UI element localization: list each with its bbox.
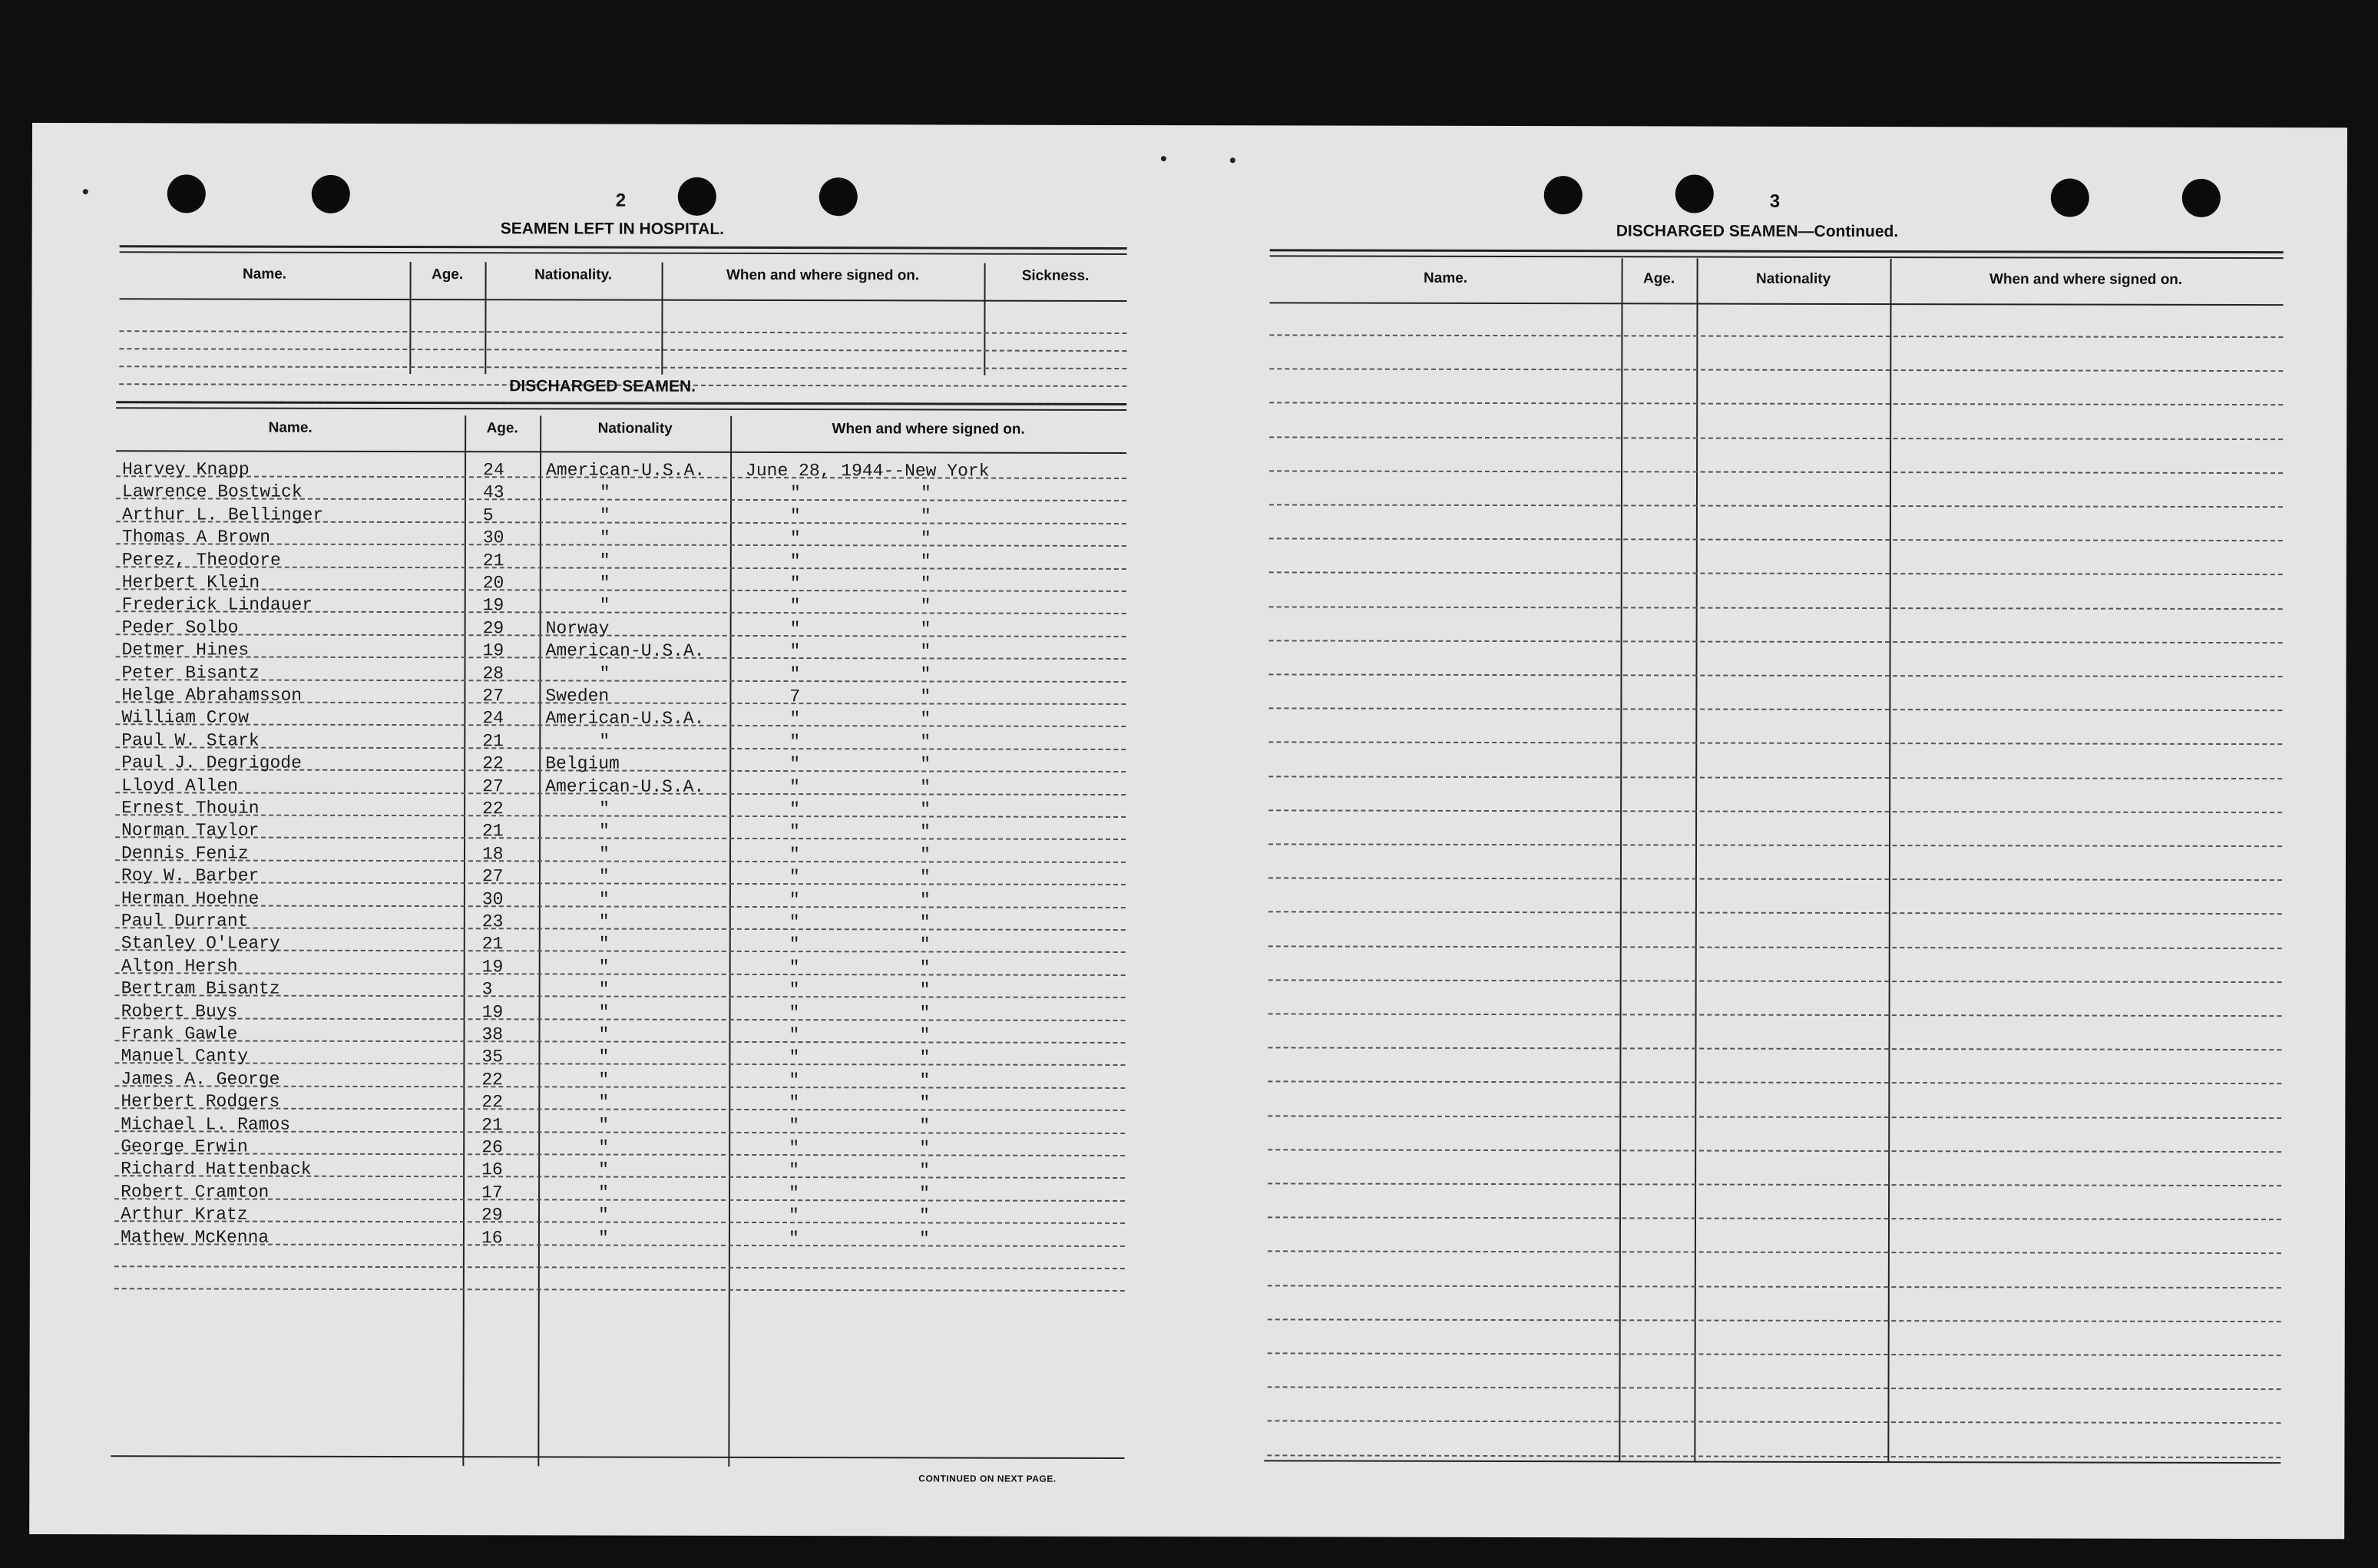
- signed-on-place: ": [918, 1206, 930, 1226]
- seaman-name: Robert Cramton: [121, 1182, 270, 1202]
- punch-hole: [2182, 179, 2221, 217]
- hospital-table: [32, 123, 2347, 127]
- seaman-nationality: ": [597, 1205, 609, 1226]
- ruled-line: [115, 679, 1126, 683]
- column-divider: [1694, 259, 1698, 1461]
- seaman-name: Manuel Canty: [121, 1046, 249, 1067]
- discharged-table: [32, 123, 2347, 127]
- signed-on-place: ": [920, 641, 931, 662]
- seaman-nationality: ": [598, 889, 610, 910]
- seaman-name: Peder Solbo: [121, 617, 239, 638]
- signed-on-place: ": [920, 664, 931, 685]
- ruled-line: [1268, 1115, 2281, 1119]
- ruled-line: [1269, 606, 2283, 610]
- seaman-nationality: ": [598, 1092, 610, 1113]
- ruled-line: [1269, 369, 2283, 372]
- seaman-nationality: ": [598, 1137, 610, 1158]
- column-divider: [462, 415, 466, 1466]
- signed-on-date: ": [789, 1138, 800, 1159]
- ruled-line: [1269, 572, 2283, 576]
- seaman-nationality: ": [598, 911, 610, 932]
- ruled-line: [1268, 1013, 2282, 1017]
- rule: [1270, 249, 2284, 253]
- signed-on-date: June 28, 1944--New York: [746, 460, 990, 481]
- seaman-name: James A. George: [121, 1069, 280, 1090]
- signed-on-place: ": [918, 1229, 930, 1249]
- seaman-name: Dennis Feniz: [121, 843, 249, 864]
- header-underline: [1270, 302, 2284, 306]
- signed-on-place: ": [920, 754, 931, 775]
- continued-note: CONTINUED ON NEXT PAGE.: [918, 1473, 1057, 1484]
- seaman-age: 18: [481, 844, 504, 865]
- seaman-name: Paul Durrant: [121, 911, 249, 931]
- ruled-line: [1268, 673, 2282, 677]
- ruled-line: [1268, 979, 2282, 983]
- signed-on-place: ": [920, 506, 931, 527]
- seaman-age: 22: [481, 1092, 503, 1113]
- seaman-nationality: ": [598, 1002, 610, 1023]
- signed-on-date: 7: [789, 686, 801, 707]
- ruled-line: [1268, 809, 2282, 813]
- hospital-section-title: SEAMEN LEFT IN HOSPITAL.: [500, 220, 725, 238]
- signed-on-place: ": [920, 777, 931, 798]
- signed-on-place: ": [919, 912, 931, 933]
- rule: [120, 245, 1127, 250]
- seaman-name: Herbert Klein: [121, 572, 260, 593]
- page-number-left: 2: [615, 190, 627, 211]
- ruled-line: [1269, 436, 2283, 440]
- seaman-name: Peter Bisantz: [121, 662, 260, 683]
- seaman-name: Lloyd Allen: [121, 775, 239, 796]
- seaman-age: 20: [482, 573, 504, 594]
- seaman-nationality: ": [598, 1159, 609, 1180]
- continued-col-header: Nationality: [1755, 270, 1831, 287]
- ruled-line: [114, 1153, 1125, 1156]
- seaman-nationality: ": [599, 551, 610, 571]
- signed-on-place: ": [920, 732, 931, 753]
- signed-on-date: ": [789, 867, 800, 888]
- ruled-line: [116, 633, 1126, 637]
- signed-on-place: ": [919, 1025, 931, 1046]
- seaman-nationality: Norway: [545, 618, 610, 639]
- signed-on-place: ": [919, 1183, 930, 1204]
- signed-on-place: ": [920, 822, 931, 842]
- rule: [1270, 255, 2284, 259]
- ruled-line: [1269, 402, 2283, 406]
- ruled-line: [1269, 640, 2283, 643]
- ruled-line: [1268, 1047, 2281, 1051]
- ruled-line: [1267, 1421, 2280, 1424]
- ruled-line: [114, 1265, 1125, 1269]
- seaman-name: Paul W. Stark: [121, 730, 260, 751]
- signed-on-date: ": [789, 1025, 800, 1046]
- signed-on-place: ": [919, 845, 931, 865]
- seaman-name: Thomas A Brown: [121, 527, 271, 547]
- column-divider: [728, 416, 732, 1467]
- speck: [83, 189, 88, 194]
- seaman-nationality: ": [599, 595, 610, 616]
- continued-col-header: Age.: [1642, 270, 1675, 287]
- punch-hole: [1544, 176, 1583, 214]
- seaman-name: Paul J. Degrigode: [121, 753, 302, 773]
- signed-on-place: ": [920, 686, 931, 707]
- document-sheet: [29, 123, 2347, 1539]
- seaman-nationality: American-U.S.A.: [545, 708, 705, 729]
- signed-on-date: ": [789, 935, 800, 955]
- seaman-age: 19: [481, 957, 504, 978]
- signed-on-place: ": [920, 483, 931, 504]
- seaman-nationality: American-U.S.A.: [545, 776, 705, 797]
- seaman-age: 23: [481, 911, 504, 932]
- hospital-col-header: Sickness.: [1021, 267, 1090, 284]
- signed-on-date: ": [789, 505, 801, 526]
- signed-on-date: ": [789, 641, 801, 662]
- seaman-nationality: American-U.S.A.: [546, 460, 706, 481]
- continued-col-header: When and where signed on.: [1989, 271, 2183, 288]
- ruled-line: [1269, 538, 2283, 542]
- seaman-age: 19: [481, 1001, 504, 1022]
- signed-on-place: ": [919, 1093, 931, 1113]
- page-number-right: 3: [1769, 190, 1781, 212]
- column-divider: [537, 415, 541, 1466]
- seaman-age: 27: [481, 866, 504, 887]
- speck: [1161, 156, 1166, 161]
- signed-on-date: ": [789, 957, 800, 978]
- seaman-nationality: ": [599, 799, 610, 819]
- seaman-nationality: ": [598, 1070, 610, 1090]
- signed-on-place: ": [919, 890, 931, 911]
- ruled-line: [119, 366, 1126, 369]
- signed-on-date: ": [789, 618, 801, 639]
- seaman-nationality: ": [599, 528, 610, 548]
- punch-hole: [312, 175, 350, 213]
- ruled-line: [1268, 843, 2282, 847]
- seaman-name: Roy W. Barber: [121, 865, 260, 886]
- discharged-section-title: DISCHARGED SEAMEN.: [509, 377, 696, 395]
- signed-on-date: ": [789, 1183, 799, 1203]
- seaman-age: 28: [482, 663, 504, 683]
- seaman-name: Lawrence Bostwick: [121, 481, 303, 503]
- ruled-line: [114, 1220, 1125, 1224]
- seaman-name: Helge Abrahamsson: [121, 685, 303, 706]
- seaman-age: 21: [482, 821, 504, 842]
- seaman-name: Harvey Knapp: [122, 459, 250, 480]
- signed-on-date: ": [789, 1047, 800, 1068]
- ruled-line: [115, 905, 1126, 908]
- signed-on-place: ": [920, 619, 931, 640]
- ruled-line: [1268, 708, 2282, 712]
- signed-on-date: ": [789, 551, 801, 571]
- signed-on-date: ": [789, 731, 801, 752]
- seaman-name: Herman Hoehne: [121, 888, 260, 909]
- ruled-line: [115, 882, 1126, 885]
- discharged-col-header: Age.: [486, 420, 518, 437]
- column-divider: [1887, 259, 1891, 1461]
- signed-on-date: ": [789, 1093, 800, 1113]
- signed-on-date: ": [789, 822, 800, 842]
- seaman-age: 29: [482, 618, 504, 639]
- signed-on-date: ": [789, 1115, 800, 1136]
- rule: [116, 407, 1126, 411]
- ruled-line: [1268, 945, 2282, 949]
- ruled-line: [116, 588, 1126, 592]
- signed-on-place: ": [919, 1116, 931, 1136]
- speck: [1230, 157, 1235, 163]
- ruled-line: [1268, 1149, 2281, 1153]
- signed-on-place: ": [919, 1160, 930, 1181]
- signed-on-date: ": [789, 912, 800, 933]
- seaman-age: 26: [481, 1137, 503, 1158]
- column-divider: [409, 262, 411, 374]
- seaman-name: William Crow: [121, 707, 250, 728]
- seaman-age: 27: [482, 776, 504, 796]
- seaman-name: Alton Hersh: [121, 956, 238, 977]
- seaman-age: 21: [482, 731, 504, 752]
- signed-on-date: ": [789, 528, 801, 549]
- seaman-nationality: ": [599, 821, 610, 842]
- seaman-age: 35: [481, 1047, 504, 1067]
- column-divider: [984, 263, 985, 375]
- signed-on-date: ": [789, 799, 800, 820]
- signed-on-date: ": [789, 844, 800, 865]
- rule: [116, 401, 1126, 405]
- ruled-line: [1268, 1387, 2281, 1391]
- signed-on-place: ": [920, 799, 931, 820]
- seaman-nationality: ": [598, 866, 610, 887]
- seaman-age: 3: [481, 979, 493, 1000]
- seaman-name: Ernest Thouin: [121, 798, 260, 819]
- seaman-age: 22: [482, 799, 504, 819]
- seaman-age: 21: [481, 934, 504, 954]
- continued-col-header: Name.: [1424, 270, 1468, 286]
- signed-on-date: ": [789, 596, 801, 617]
- column-divider: [661, 263, 663, 375]
- discharged-continued-title: DISCHARGED SEAMEN—Continued.: [1616, 222, 1899, 241]
- punch-hole: [678, 177, 716, 216]
- seaman-age: 29: [481, 1205, 503, 1226]
- signed-on-date: ": [789, 1070, 800, 1090]
- seaman-nationality: ": [598, 934, 610, 954]
- ruled-line: [1268, 1352, 2281, 1356]
- ruled-line: [1269, 470, 2283, 474]
- seaman-age: 43: [482, 482, 504, 503]
- punch-hole: [819, 177, 858, 216]
- seaman-name: Perez, Theodore: [121, 549, 281, 571]
- signed-on-place: ": [919, 980, 931, 1001]
- seaman-name: Arthur L. Bellinger: [121, 504, 324, 525]
- ruled-line: [115, 927, 1126, 931]
- seaman-nationality: ": [599, 505, 610, 526]
- signed-on-place: ": [919, 1070, 931, 1091]
- seaman-age: 24: [482, 708, 504, 729]
- seaman-name: Arthur Kratz: [120, 1204, 248, 1225]
- header-underline: [116, 450, 1126, 454]
- seaman-age: 22: [482, 753, 504, 774]
- signed-on-date: ": [788, 1228, 799, 1249]
- ruled-line: [1268, 1081, 2281, 1085]
- discharged-col-header: When and where signed on.: [832, 421, 1025, 438]
- seaman-name: Stanley O'Leary: [121, 933, 280, 954]
- seaman-age: 24: [483, 460, 504, 481]
- signed-on-place: ": [919, 958, 931, 978]
- signed-on-place: ": [920, 551, 931, 572]
- seaman-name: Bertram Bisantz: [121, 978, 280, 999]
- rule: [120, 251, 1127, 255]
- ruled-line: [119, 330, 1126, 334]
- signed-on-place: ": [919, 1003, 931, 1024]
- ruled-line: [115, 1017, 1126, 1021]
- ruled-line: [115, 814, 1126, 818]
- seaman-nationality: ": [598, 979, 610, 1000]
- signed-on-place: ": [920, 596, 931, 617]
- signed-on-place: ": [919, 1138, 931, 1159]
- ruled-line: [1268, 1318, 2281, 1322]
- ruled-line: [1269, 334, 2283, 338]
- seaman-age: 19: [482, 640, 504, 661]
- seaman-name: Frederick Lindauer: [121, 594, 313, 616]
- seaman-age: 17: [481, 1183, 503, 1203]
- hospital-col-header: Name.: [243, 266, 287, 283]
- seaman-nationality: ": [597, 1228, 609, 1249]
- signed-on-date: ": [789, 889, 800, 910]
- hospital-col-header: Nationality.: [534, 266, 613, 283]
- seaman-nationality: ": [599, 731, 610, 752]
- column-divider: [485, 262, 486, 374]
- seaman-age: 21: [482, 550, 504, 571]
- ruled-line: [115, 746, 1126, 750]
- ruled-line: [115, 859, 1126, 863]
- seaman-name: Robert Buys: [121, 1001, 238, 1022]
- seaman-age: 22: [481, 1070, 504, 1090]
- seaman-age: 21: [481, 1114, 503, 1135]
- ruled-line: [119, 348, 1126, 352]
- seaman-age: 16: [481, 1159, 503, 1180]
- ruled-line: [1268, 911, 2282, 915]
- seaman-name: Mathew McKenna: [120, 1226, 270, 1248]
- ruled-line: [114, 1288, 1125, 1292]
- ruled-line: [1269, 504, 2283, 508]
- seaman-nationality: ": [598, 1024, 610, 1045]
- table-bottom-rule: [111, 1455, 1124, 1459]
- continued-table: [32, 123, 2347, 127]
- signed-on-date: ": [789, 663, 801, 684]
- signed-on-date: ": [789, 709, 801, 729]
- seaman-age: 19: [482, 595, 504, 616]
- header-underline: [120, 298, 1127, 302]
- signed-on-place: ": [920, 528, 931, 549]
- signed-on-place: ": [920, 709, 931, 729]
- ruled-line: [114, 1040, 1125, 1044]
- signed-on-date: ": [789, 574, 801, 594]
- seaman-name: Frank Gawle: [121, 1024, 238, 1044]
- signed-on-date: ": [788, 1206, 799, 1226]
- discharged-col-header: Nationality: [597, 420, 673, 437]
- ruled-line: [114, 1063, 1125, 1067]
- seaman-name: Detmer Hines: [121, 640, 250, 660]
- seaman-nationality: Belgium: [545, 753, 620, 774]
- signed-on-date: ": [789, 1160, 799, 1181]
- ruled-line: [1268, 1251, 2281, 1255]
- seaman-name: Herbert Rodgers: [121, 1091, 280, 1112]
- hospital-col-header: When and where signed on.: [726, 266, 920, 284]
- seaman-age: 5: [482, 505, 494, 526]
- table-bottom-rule: [1264, 1460, 2280, 1464]
- seaman-nationality: ": [598, 1183, 609, 1203]
- punch-hole: [2051, 179, 2089, 217]
- seaman-nationality: ": [599, 482, 610, 503]
- seaman-name: George Erwin: [121, 1136, 248, 1157]
- seaman-nationality: Sweden: [545, 686, 610, 706]
- seaman-nationality: ": [598, 957, 610, 978]
- signed-on-date: ": [789, 754, 801, 775]
- signed-on-date: ": [789, 980, 800, 1001]
- ruled-line: [1268, 1217, 2281, 1221]
- signed-on-date: ": [789, 483, 801, 504]
- seaman-age: 38: [481, 1024, 504, 1045]
- ruled-line: [1267, 1454, 2280, 1458]
- seaman-nationality: ": [598, 1115, 610, 1136]
- seaman-age: 16: [481, 1227, 503, 1248]
- hospital-col-header: Age.: [431, 266, 464, 283]
- punch-hole: [1675, 174, 1714, 213]
- ruled-line: [115, 972, 1126, 976]
- seaman-age: 27: [482, 686, 504, 706]
- column-divider: [1619, 258, 1622, 1460]
- signed-on-place: ": [919, 867, 931, 888]
- signed-on-date: ": [789, 776, 801, 797]
- seaman-nationality: ": [599, 663, 610, 684]
- seaman-age: 30: [482, 528, 504, 548]
- ruled-line: [1268, 1183, 2281, 1186]
- ruled-line: [1268, 776, 2282, 779]
- seaman-nationality: ": [599, 573, 610, 594]
- signed-on-place: ": [920, 574, 931, 594]
- seaman-nationality: ": [598, 844, 610, 865]
- seaman-name: Richard Hattenback: [121, 1159, 312, 1180]
- seaman-name: Michael L. Ramos: [121, 1113, 291, 1135]
- signed-on-date: ": [789, 1002, 800, 1023]
- ruled-line: [1268, 742, 2282, 746]
- signed-on-place: ": [919, 1047, 931, 1068]
- ruled-line: [115, 837, 1126, 841]
- seaman-age: 30: [481, 888, 504, 909]
- ruled-line: [1268, 878, 2282, 882]
- ruled-line: [1268, 1285, 2281, 1288]
- signed-on-place: ": [919, 935, 931, 955]
- seaman-nationality: American-U.S.A.: [545, 640, 705, 662]
- seaman-nationality: ": [598, 1047, 610, 1067]
- punch-hole: [167, 174, 206, 213]
- discharged-col-header: Name.: [268, 419, 313, 436]
- seaman-name: Norman Taylor: [121, 820, 260, 842]
